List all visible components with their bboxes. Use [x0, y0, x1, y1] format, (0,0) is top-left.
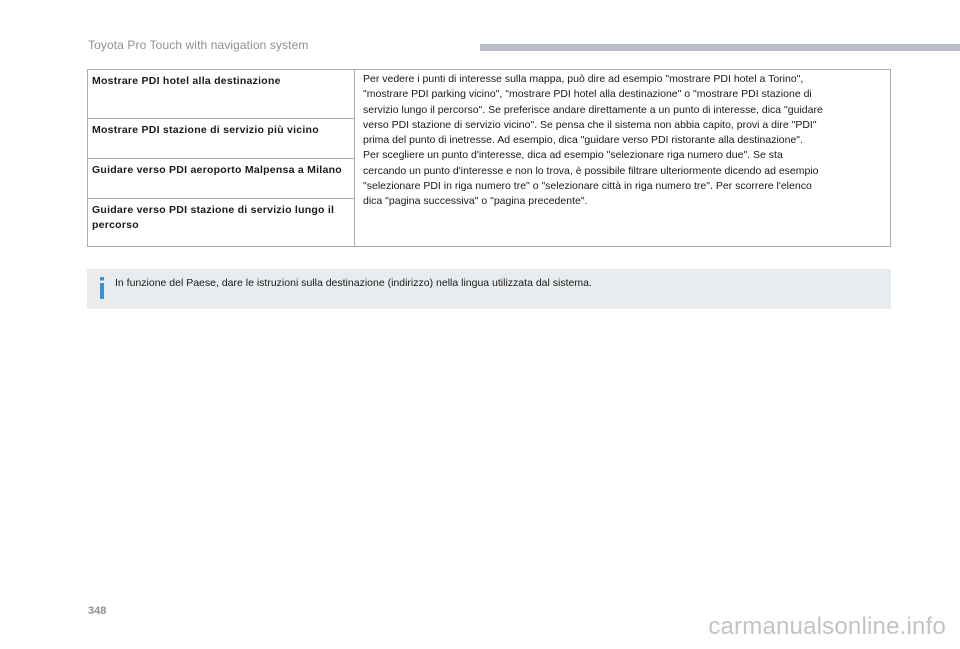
description-line: verso PDI stazione di servizio vicino". Se pensa che il sistema non abbia capito, provi a dire "PDI"	[363, 118, 817, 131]
description-line: Per scegliere un punto d'interesse, dica ad esempio "selezionare riga numero due". Se sta	[363, 149, 783, 162]
page-number: 348	[88, 605, 107, 617]
description-cell	[355, 70, 891, 247]
command-cell: Guidare verso PDI aeroporto Malpensa a Milano	[88, 159, 355, 199]
description-line: dica "pagina successiva" o "pagina precedente".	[363, 195, 588, 208]
watermark: carmanualsonline.info	[708, 613, 946, 640]
info-icon	[97, 277, 107, 299]
note-box	[87, 269, 891, 309]
description-line: Per vedere i punti di interesse sulla mappa, può dire ad esempio "mostrare PDI hotel a Torino",	[363, 73, 804, 85]
command-cell: Guidare verso PDI stazione di servizio lungo il percorso	[88, 199, 355, 247]
description-line: "mostrare PDI parking vicino", "mostrare PDI hotel alla destinazione" o "mostrare PDI stazione di	[363, 88, 812, 101]
page-header-title: Toyota Pro Touch with navigation system	[88, 38, 309, 52]
header-bar	[480, 44, 960, 51]
description-line: servizio lungo il percorso". Se preferisce andare direttamente a un punto di interesse, dica "guidare	[363, 103, 823, 116]
command-cell: Mostrare PDI stazione di servizio più vicino	[88, 119, 355, 159]
table-row	[88, 70, 891, 119]
description-line: cercando un punto d'interesse e non lo trova, è possibile filtrare ulteriormente dicendo ad esempio	[363, 164, 819, 177]
command-cell: Mostrare PDI hotel alla destinazione	[88, 70, 355, 119]
description-line: "selezionare PDI in riga numero tre" o "selezionare città in riga numero tre". Per scorrere l'elenco	[363, 180, 812, 193]
description-line: prima del punto di inetresse. Ad esempio, dica "guidare verso PDI ristorante alla destinazione".	[363, 134, 803, 147]
note-text: In funzione del Paese, dare le istruzioni sulla destinazione (indirizzo) nella lingua utilizzata dal sistema.	[115, 277, 592, 289]
voice-commands-table	[87, 69, 891, 247]
